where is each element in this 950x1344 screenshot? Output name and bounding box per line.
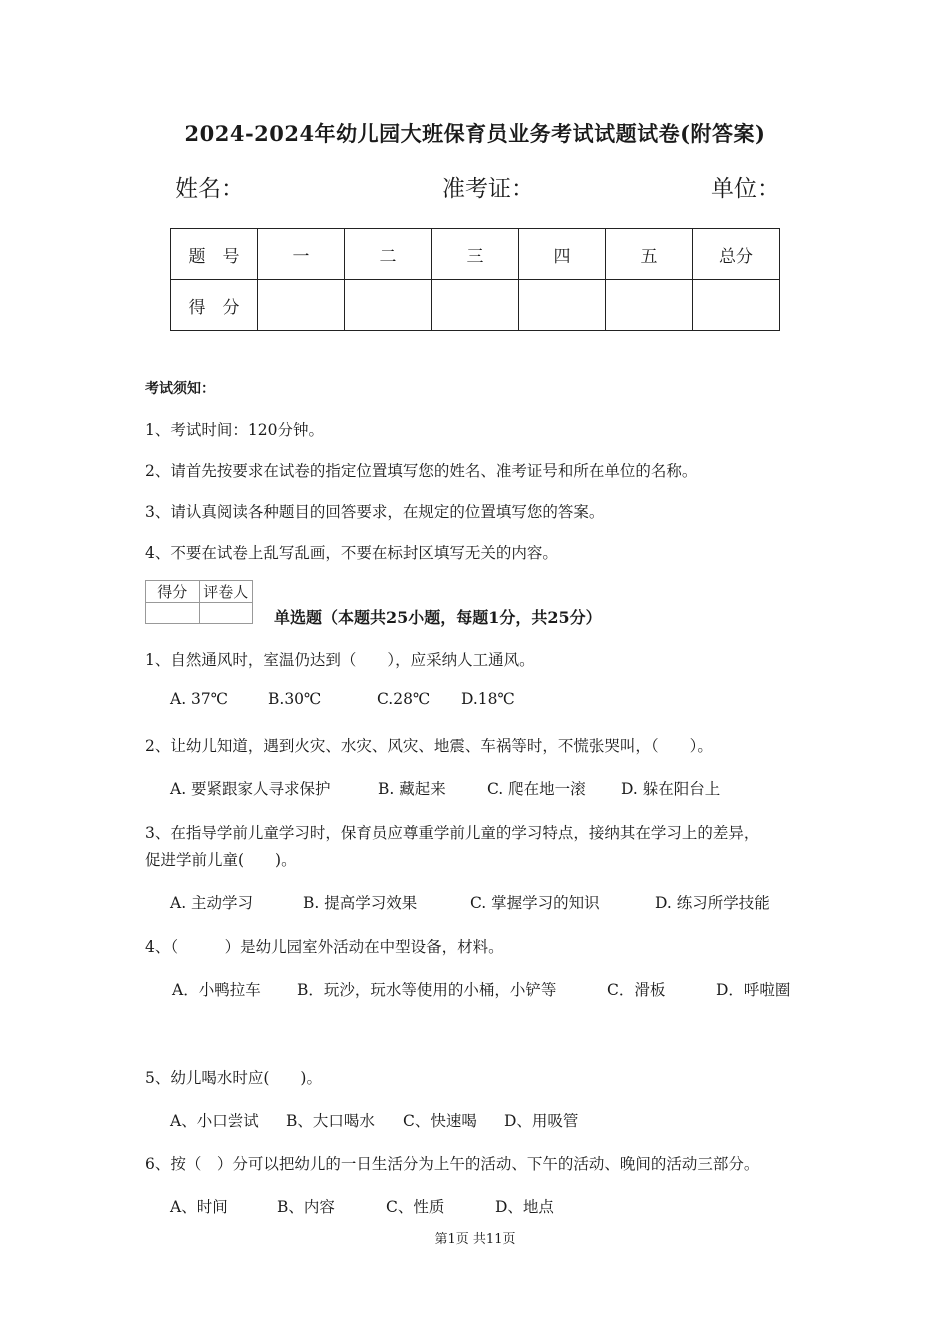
question-stem: 3、在指导学前儿童学习时，保育员应尊重学前儿童的学习特点，接纳其在学习上的差异， [145, 824, 760, 842]
grader-score-label: 得分 [146, 581, 200, 603]
option-d[interactable]: D. 躲在阳台上 [621, 780, 721, 798]
score-table [170, 228, 780, 331]
option-d[interactable]: D. 练习所学技能 [655, 894, 770, 912]
score-row-label: 得 分 [171, 280, 258, 331]
option-c[interactable]: C．滑板 [607, 981, 666, 999]
notice-item: 3、请认真阅读各种题目的回答要求，在规定的位置填写您的答案。 [145, 503, 605, 521]
score-cell[interactable] [432, 280, 519, 331]
option-b[interactable]: B、内容 [277, 1198, 335, 1216]
score-table-header: 一 [258, 229, 345, 280]
option-c[interactable]: C、快速喝 [403, 1112, 477, 1130]
option-a[interactable]: A．小鸭拉车 [172, 981, 261, 999]
score-cell[interactable] [258, 280, 345, 331]
question-stem: 2、让幼儿知道，遇到火灾、水灾、风灾、地震、车祸等时，不慌张哭叫，（ ）。 [145, 737, 713, 755]
score-cell[interactable] [345, 280, 432, 331]
option-a[interactable]: A. 主动学习 [170, 894, 254, 912]
option-a[interactable]: A、小口尝试 [170, 1112, 259, 1130]
option-c[interactable]: C. 掌握学习的知识 [470, 894, 600, 912]
page-title: 2024-2024年幼儿园大班保育员业务考试试题试卷(附答案) [184, 121, 766, 146]
exam-id-label: 准考证： [442, 176, 534, 202]
notice-item: 2、请首先按要求在试卷的指定位置填写您的姓名、准考证号和所在单位的名称。 [145, 462, 698, 480]
question-stem: 1、自然通风时，室温仍达到（ ），应采纳人工通风。 [145, 651, 535, 669]
option-d[interactable]: D、用吸管 [504, 1112, 579, 1130]
option-d[interactable]: D、地点 [495, 1198, 554, 1216]
score-table-header: 四 [519, 229, 606, 280]
score-table-header: 总分 [693, 229, 780, 280]
score-table-header: 三 [432, 229, 519, 280]
option-c[interactable]: C. 爬在地一滚 [487, 780, 586, 798]
option-a[interactable]: A. 要紧跟家人寻求保护 [170, 780, 331, 798]
grader-table [145, 580, 253, 624]
score-table-header: 题 号 [171, 229, 258, 280]
grader-reviewer-cell[interactable] [199, 603, 253, 624]
score-table-score-row [171, 280, 780, 331]
question-stem: 4、（ ）是幼儿园室外活动在中型设备，材料。 [145, 938, 504, 956]
score-table-header: 五 [606, 229, 693, 280]
notice-item: 4、不要在试卷上乱写乱画，不要在标封区填写无关的内容。 [145, 544, 558, 562]
option-b[interactable]: B.30℃ [268, 690, 322, 708]
grader-reviewer-label: 评卷人 [199, 581, 253, 603]
section-title: 单选题（本题共25小题，每题1分，共25分） [274, 608, 602, 627]
notice-heading: 考试须知： [145, 381, 215, 397]
question-stem: 6、按（ ）分可以把幼儿的一日生活分为上午的活动、下午的活动、晚间的活动三部分。 [145, 1155, 760, 1173]
score-table-header: 二 [345, 229, 432, 280]
option-c[interactable]: C、性质 [386, 1198, 445, 1216]
score-table-header-row [171, 229, 780, 280]
option-b[interactable]: B. 藏起来 [378, 780, 446, 798]
score-cell[interactable] [606, 280, 693, 331]
option-c[interactable]: C.28℃ [377, 690, 431, 708]
notice-item: 1、考试时间：120分钟。 [145, 421, 324, 439]
unit-label: 单位： [711, 176, 780, 202]
score-cell[interactable] [693, 280, 780, 331]
option-d[interactable]: D.18℃ [461, 690, 515, 708]
grader-score-cell[interactable] [146, 603, 200, 624]
option-a[interactable]: A. 37℃ [170, 690, 229, 708]
option-a[interactable]: A、时间 [170, 1198, 228, 1216]
option-b[interactable]: B. 提高学习效果 [303, 894, 418, 912]
option-b[interactable]: B、大口喝水 [286, 1112, 375, 1130]
option-d[interactable]: D．呼啦圈 [716, 981, 791, 999]
name-label: 姓名： [175, 176, 244, 202]
score-cell[interactable] [519, 280, 606, 331]
option-b[interactable]: B．玩沙，玩水等使用的小桶，小铲等 [297, 981, 557, 999]
question-stem-continued: 促进学前儿童( )。 [145, 851, 297, 869]
page-footer: 第1页 共11页 [434, 1232, 516, 1247]
question-stem: 5、幼儿喝水时应( )。 [145, 1069, 322, 1087]
